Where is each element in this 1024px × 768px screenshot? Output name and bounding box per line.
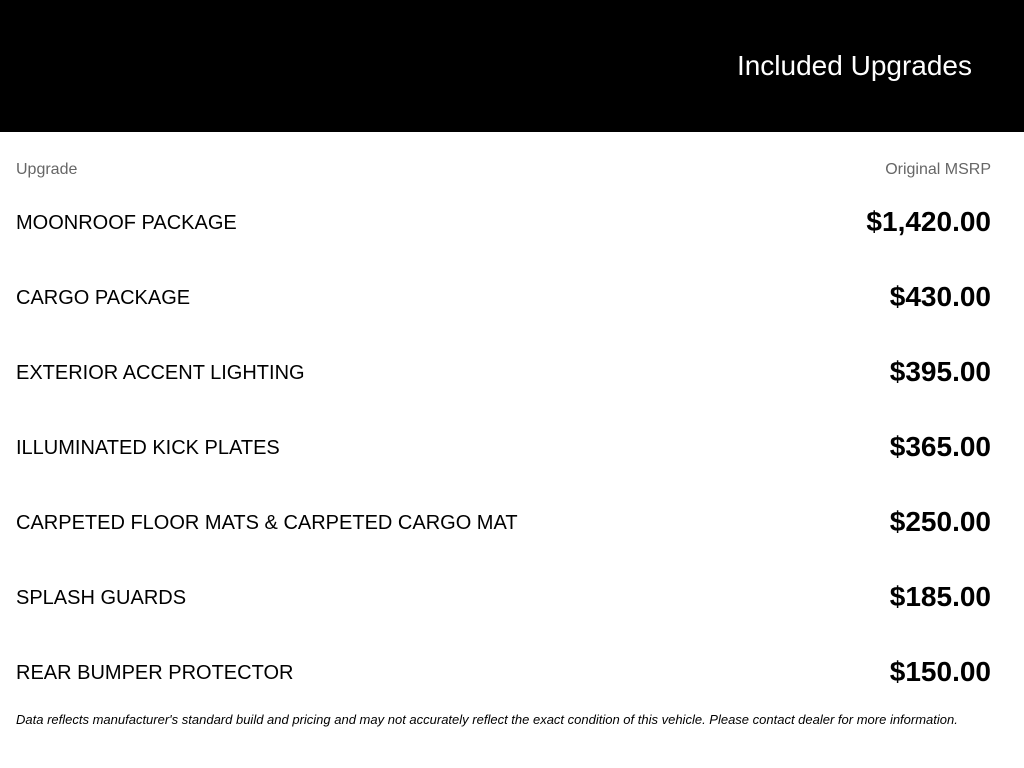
table-row — [0, 572, 1024, 647]
column-header-upgrade: Upgrade — [16, 161, 78, 178]
upgrade-name: MOONROOF PACKAGE — [16, 212, 237, 234]
header-bar — [0, 0, 1024, 132]
upgrades-list — [0, 197, 1024, 722]
column-header-msrp: Original MSRP — [885, 161, 991, 178]
upgrade-price: $150.00 — [889, 656, 991, 687]
upgrade-name: SPLASH GUARDS — [16, 587, 187, 609]
table-row — [0, 197, 1024, 272]
table-row — [0, 422, 1024, 497]
upgrade-name: CARPETED FLOOR MATS & CARPETED CARGO MAT — [16, 512, 518, 534]
upgrade-price: $395.00 — [889, 356, 991, 387]
upgrade-name: ILLUMINATED KICK PLATES — [16, 437, 280, 459]
upgrade-name: REAR BUMPER PROTECTOR — [16, 662, 294, 684]
table-row — [0, 272, 1024, 347]
table-row — [0, 497, 1024, 572]
table-row — [0, 347, 1024, 422]
upgrade-price: $1,420.00 — [866, 206, 991, 237]
upgrade-name: CARGO PACKAGE — [16, 287, 191, 309]
table-row — [0, 647, 1024, 722]
disclaimer-text: Data reflects manufacturer's standard build and pricing and may not accurately reflect the exact condition of this vehicle. Please contact dealer for more information. — [16, 712, 958, 727]
upgrade-price: $430.00 — [889, 281, 991, 312]
upgrade-price: $250.00 — [889, 506, 991, 537]
upgrade-name: EXTERIOR ACCENT LIGHTING — [16, 362, 305, 384]
upgrade-price: $185.00 — [889, 581, 991, 612]
upgrade-price: $365.00 — [889, 431, 991, 462]
page-title: Included Upgrades — [736, 50, 972, 81]
